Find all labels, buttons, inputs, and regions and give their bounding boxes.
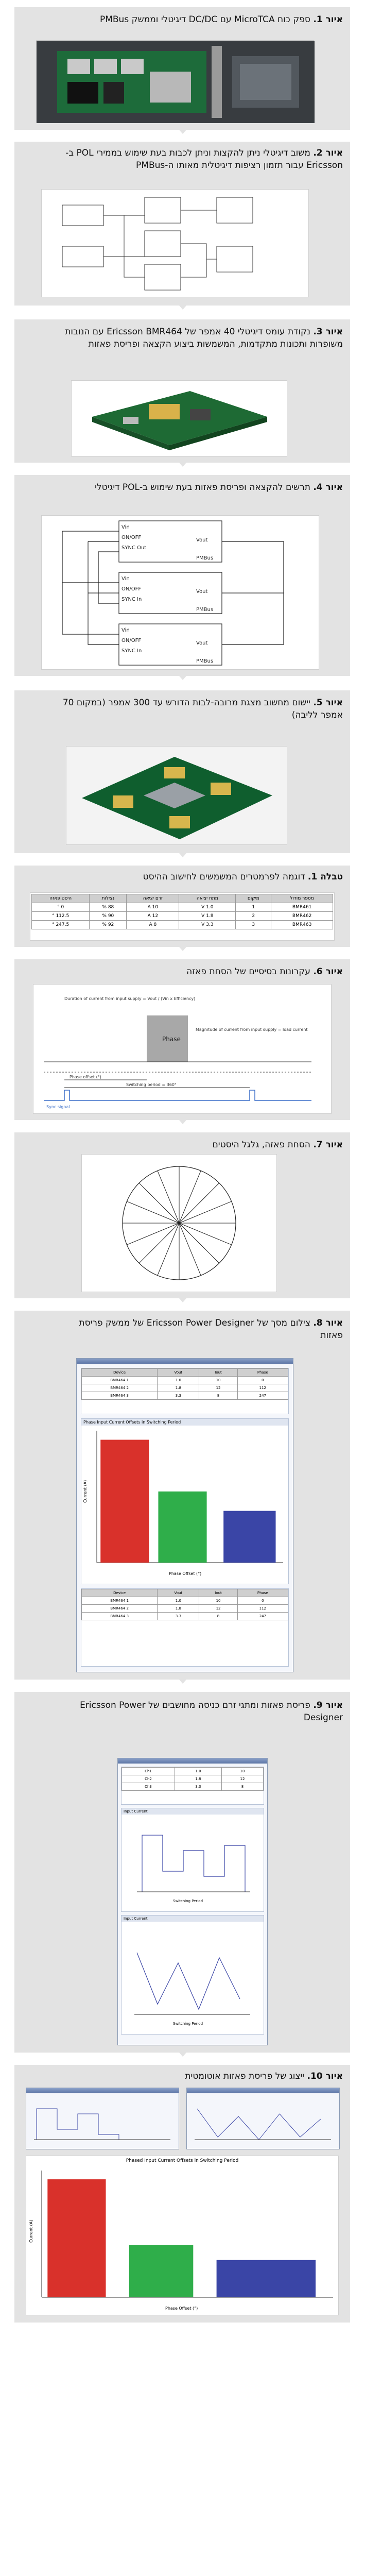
power-designer-window	[117, 1758, 268, 2045]
figure-3-caption: איור 3. נקודת עומס דיגיטלי 40 אמפר של Ericsson BMR464 עם הנובות משופרות ותכונות מתקדמות, המשמשות ביצוע הקצאה ופריסת פאזות	[65, 327, 343, 349]
table-cell: BMR462	[271, 912, 333, 921]
wheel-spoke	[179, 1183, 219, 1223]
bar	[129, 2245, 194, 2297]
phased-offsets-bars	[26, 2165, 338, 2313]
pmbus-label: PMBus	[196, 555, 214, 561]
figure-5-caption: איור 5. יישום מחשוב מצגת מרובה-לבות הדורש עד 300 אמפר (במקום 70 אמפר לליבה)	[62, 698, 343, 720]
phase-offset-label: Phase offset (°)	[69, 1075, 101, 1079]
table-header-row	[32, 894, 333, 903]
table-1	[30, 892, 335, 941]
figure-6-diagram	[33, 984, 332, 1114]
table-cell: 3.3	[175, 1783, 221, 1791]
chart-title: Phase Input Current Offsets in Switching Period	[81, 1419, 288, 1426]
panel-arrow	[179, 1298, 186, 1302]
table-cell: BMR464 1	[82, 1377, 158, 1384]
table-cell: Ch1	[122, 1768, 175, 1775]
column-header: Device	[82, 1589, 158, 1597]
table-cell: 3	[236, 921, 271, 929]
panel-arrow	[179, 1680, 186, 1684]
pol-sequencing-diagram	[42, 190, 308, 297]
power-designer-window-right	[186, 2088, 340, 2149]
figure-4-diagram	[41, 515, 319, 670]
figure-9-panel	[14, 1692, 350, 2053]
table-row[interactable]	[122, 1775, 264, 1783]
table-cell: 112	[237, 1384, 288, 1392]
figure-1-caption: איור 1. ספק כוח MicroTCA עם DC/DC דיגיטלי וממשק PMBus	[99, 14, 343, 25]
sync-in-label: SYNC In	[121, 648, 142, 654]
figure-6-caption: איור 6. עקרונות בסיסיים של הסחת פאזה	[186, 967, 343, 977]
column-header: Iout	[199, 1369, 237, 1377]
column-header: Device	[82, 1369, 158, 1377]
table-header: נצילות	[90, 894, 127, 903]
power-designer-window-left	[26, 2088, 179, 2149]
figure-9-caption: איור 9. פריסת פאזות ומתגי זרם כניסה מחושבים של Ericsson Power Designer	[80, 1700, 343, 1723]
sync-out-label: SYNC Out	[121, 545, 147, 551]
table-cell: 0	[237, 1597, 288, 1605]
table-cell: BMR464 3	[82, 1392, 158, 1400]
table-1-panel	[14, 866, 350, 947]
table-1-caption: טבלה 1. דוגמה לפרמטרים המשמשים לחישוב ההיסט	[143, 872, 343, 882]
table-cell: 90 %	[90, 912, 127, 921]
magnitude-label: Magnitude of current from input supply = load current	[196, 1027, 308, 1032]
figure-7-caption: איור 7. הסחת פאזה, גלגל היסטים	[212, 1140, 343, 1150]
x-axis-label: Switching Period	[173, 2022, 203, 2026]
vin-label: Vin	[121, 628, 130, 633]
panel-arrow	[179, 676, 186, 680]
sync-in-label: SYNC In	[121, 597, 142, 602]
bmr464-module-image	[72, 381, 287, 456]
table-cell: 3.3	[158, 1392, 199, 1400]
figure-10-caption: איור 10. ייצוג של פריסת פאזות אוטומטית	[185, 2071, 343, 2081]
bar	[47, 2179, 106, 2297]
figure-6-panel	[14, 959, 350, 1120]
panel-arrow	[179, 1120, 186, 1124]
table-cell: 8	[199, 1392, 237, 1400]
table-row[interactable]	[122, 1768, 264, 1775]
microtca-board-image	[37, 41, 315, 123]
panel-arrow	[179, 130, 186, 134]
table-cell: 2	[236, 912, 271, 921]
table-cell: 247.5 °	[32, 921, 90, 929]
input-current-chart-2	[121, 1915, 264, 2035]
table-cell: 10	[199, 1597, 237, 1605]
right-waveform	[187, 2093, 338, 2147]
figure-4-panel	[14, 475, 350, 676]
panel-arrow	[179, 463, 186, 467]
figure-2-caption: איור 2. משוב דיגיטלי ניתן להקצות וניתן לכבות בעת שימוש בממירי POL ב-Ericsson עבור תזמון רציפות דיגיטלית מאותו ה-PMBus	[65, 148, 343, 171]
table-header: מספר מודול	[271, 894, 333, 903]
table-cell: 0 °	[32, 903, 90, 912]
figure-2-panel	[14, 142, 350, 306]
figure-5-photo	[66, 746, 287, 845]
table-cell: 92 %	[90, 921, 127, 929]
table-header: זרם יציאה	[127, 894, 179, 903]
y-axis-label: Current (A)	[83, 1480, 88, 1503]
vout-label: Vout	[196, 537, 208, 543]
table-cell: BMR464 2	[82, 1605, 158, 1613]
input-current-triangles	[121, 1922, 263, 2030]
table-row[interactable]	[82, 1597, 288, 1605]
table-row	[32, 921, 333, 929]
column-header: Vout	[158, 1589, 199, 1597]
pmbus-label: PMBus	[196, 607, 214, 613]
table-cell: 112.5 °	[32, 912, 90, 921]
vout-label: Vout	[196, 589, 208, 595]
multicore-board-image	[66, 747, 287, 844]
column-header: Phase	[237, 1589, 288, 1597]
panel-arrow	[179, 947, 186, 951]
pmbus-label: PMBus	[196, 658, 214, 664]
column-header: Phase	[237, 1369, 288, 1377]
table-cell: 8 A	[127, 921, 179, 929]
table-row[interactable]	[82, 1613, 288, 1620]
device-table	[81, 1368, 289, 1414]
x-axis-label: Switching Period	[173, 1899, 203, 1903]
phase-shift-diagram	[33, 985, 331, 1113]
table-cell: BMR464 2	[82, 1384, 158, 1392]
table-cell: 12	[199, 1605, 237, 1613]
figure-8-panel	[14, 1311, 350, 1680]
onoff-label: ON/OFF	[121, 638, 142, 643]
x-axis-label: Phase Offset (°)	[169, 1571, 202, 1576]
table-row[interactable]	[82, 1605, 288, 1613]
window-titlebar[interactable]	[187, 2088, 339, 2093]
phase-spreading-diagram	[42, 516, 319, 669]
onoff-label: ON/OFF	[121, 535, 142, 540]
figure-5-panel	[14, 690, 350, 853]
vout-label: Vout	[196, 640, 208, 646]
wheel-spoke	[139, 1223, 179, 1263]
table-row[interactable]	[82, 1392, 288, 1400]
table-cell: 3.3	[158, 1613, 199, 1620]
table-cell: 8	[221, 1783, 263, 1791]
bar	[223, 1511, 275, 1563]
panel-arrow	[179, 306, 186, 310]
window-titlebar[interactable]	[118, 1758, 267, 1764]
figure-7-diagram	[81, 1154, 277, 1292]
vin-label: Vin	[121, 524, 130, 530]
table-cell: 10	[221, 1768, 263, 1775]
table-cell: 1.8	[158, 1384, 199, 1392]
bar	[217, 2260, 316, 2297]
table-row	[32, 903, 333, 912]
figure-1-photo	[36, 40, 314, 123]
table-header: היסט פאזה	[32, 894, 90, 903]
table-row[interactable]	[122, 1783, 264, 1791]
figure-4-caption: איור 4. תרשים להקצאה ופריסת פאזות בעת שימוש ב-POL דיגיטלי	[95, 482, 343, 493]
table-cell: 8	[199, 1613, 237, 1620]
table-cell: 1.0	[175, 1768, 221, 1775]
onoff-label: ON/OFF	[121, 586, 142, 592]
table-header: מתח יציאה	[179, 894, 236, 903]
window-titlebar[interactable]	[77, 1359, 293, 1364]
wheel-spoke	[179, 1223, 219, 1263]
sync-signal-label: Sync signal	[46, 1105, 70, 1109]
figure-3-panel	[14, 319, 350, 463]
duration-label: Duration of current from input supply = Vout / (Vin x Efficiency)	[64, 996, 196, 1001]
power-designer-window	[76, 1358, 293, 1672]
table-cell: 10	[199, 1377, 237, 1384]
bottom-device-table	[81, 1588, 289, 1667]
figure-1-panel	[14, 7, 350, 130]
switching-period-label: Switching period = 360°	[126, 1082, 177, 1087]
table-cell: 12	[221, 1775, 263, 1783]
input-current-chart-1	[121, 1808, 264, 1912]
panel-arrow	[179, 2053, 186, 2057]
table-cell: 1.8	[175, 1775, 221, 1783]
table-cell: 112	[237, 1605, 288, 1613]
input-current-steps	[121, 1815, 263, 1907]
bar	[158, 1492, 206, 1563]
table-row	[32, 912, 333, 921]
table-cell: 247	[237, 1613, 288, 1620]
chart-title: Input Current	[121, 1808, 264, 1815]
figure-2-diagram	[41, 189, 309, 297]
figure-10-panel	[14, 2065, 350, 2323]
offset-parameters-table	[31, 894, 333, 929]
table-cell: 1.8 V	[179, 912, 236, 921]
table-cell: 0	[237, 1377, 288, 1384]
table-row[interactable]	[82, 1384, 288, 1392]
table-cell: BMR461	[271, 903, 333, 912]
table-cell: BMR464 1	[82, 1597, 158, 1605]
table-cell: 1.0 V	[179, 903, 236, 912]
panel-arrow	[179, 853, 186, 857]
channel-table	[121, 1767, 264, 1805]
left-waveform	[26, 2093, 178, 2147]
phase-label: Phase	[162, 1036, 181, 1043]
figure-8-caption: איור 8. צילום מסך של Ericsson Power Designer של ממשק פריסת פאזות	[79, 1318, 343, 1341]
table-header: מיקום	[236, 894, 271, 903]
phase-offset-bars	[81, 1426, 288, 1578]
column-header: Iout	[199, 1589, 237, 1597]
y-axis-label: Current (A)	[29, 2219, 33, 2243]
table-cell: BMR463	[271, 921, 333, 929]
phase-offset-chart	[81, 1418, 289, 1584]
table-cell: 12	[199, 1384, 237, 1392]
table-cell: 1.8	[158, 1605, 199, 1613]
table-cell: 10 A	[127, 903, 179, 912]
table-cell: Ch3	[122, 1783, 175, 1791]
bar	[100, 1440, 149, 1563]
figure-7-panel	[14, 1132, 350, 1298]
column-header: Vout	[158, 1369, 199, 1377]
chart-title: Input Current	[121, 1916, 264, 1922]
wheel-spoke	[139, 1183, 179, 1223]
table-cell: 88 %	[90, 903, 127, 912]
offset-wheel	[82, 1155, 276, 1292]
window-titlebar[interactable]	[26, 2088, 179, 2093]
table-cell: 1	[236, 903, 271, 912]
table-cell: BMR464 3	[82, 1613, 158, 1620]
table-cell: 1.0	[158, 1377, 199, 1384]
figure-3-photo	[71, 380, 287, 456]
table-cell: 12 A	[127, 912, 179, 921]
vin-label: Vin	[121, 576, 130, 582]
table-cell: Ch2	[122, 1775, 175, 1783]
table-row[interactable]	[82, 1377, 288, 1384]
table-cell: 3.3 V	[179, 921, 236, 929]
table-cell: 247	[237, 1392, 288, 1400]
chart-title: Phased Input Current Offsets in Switching Period	[126, 2158, 239, 2163]
x-axis-label: Phase Offset (°)	[165, 2306, 198, 2311]
table-cell: 1.0	[158, 1597, 199, 1605]
phased-offsets-chart	[26, 2156, 339, 2315]
